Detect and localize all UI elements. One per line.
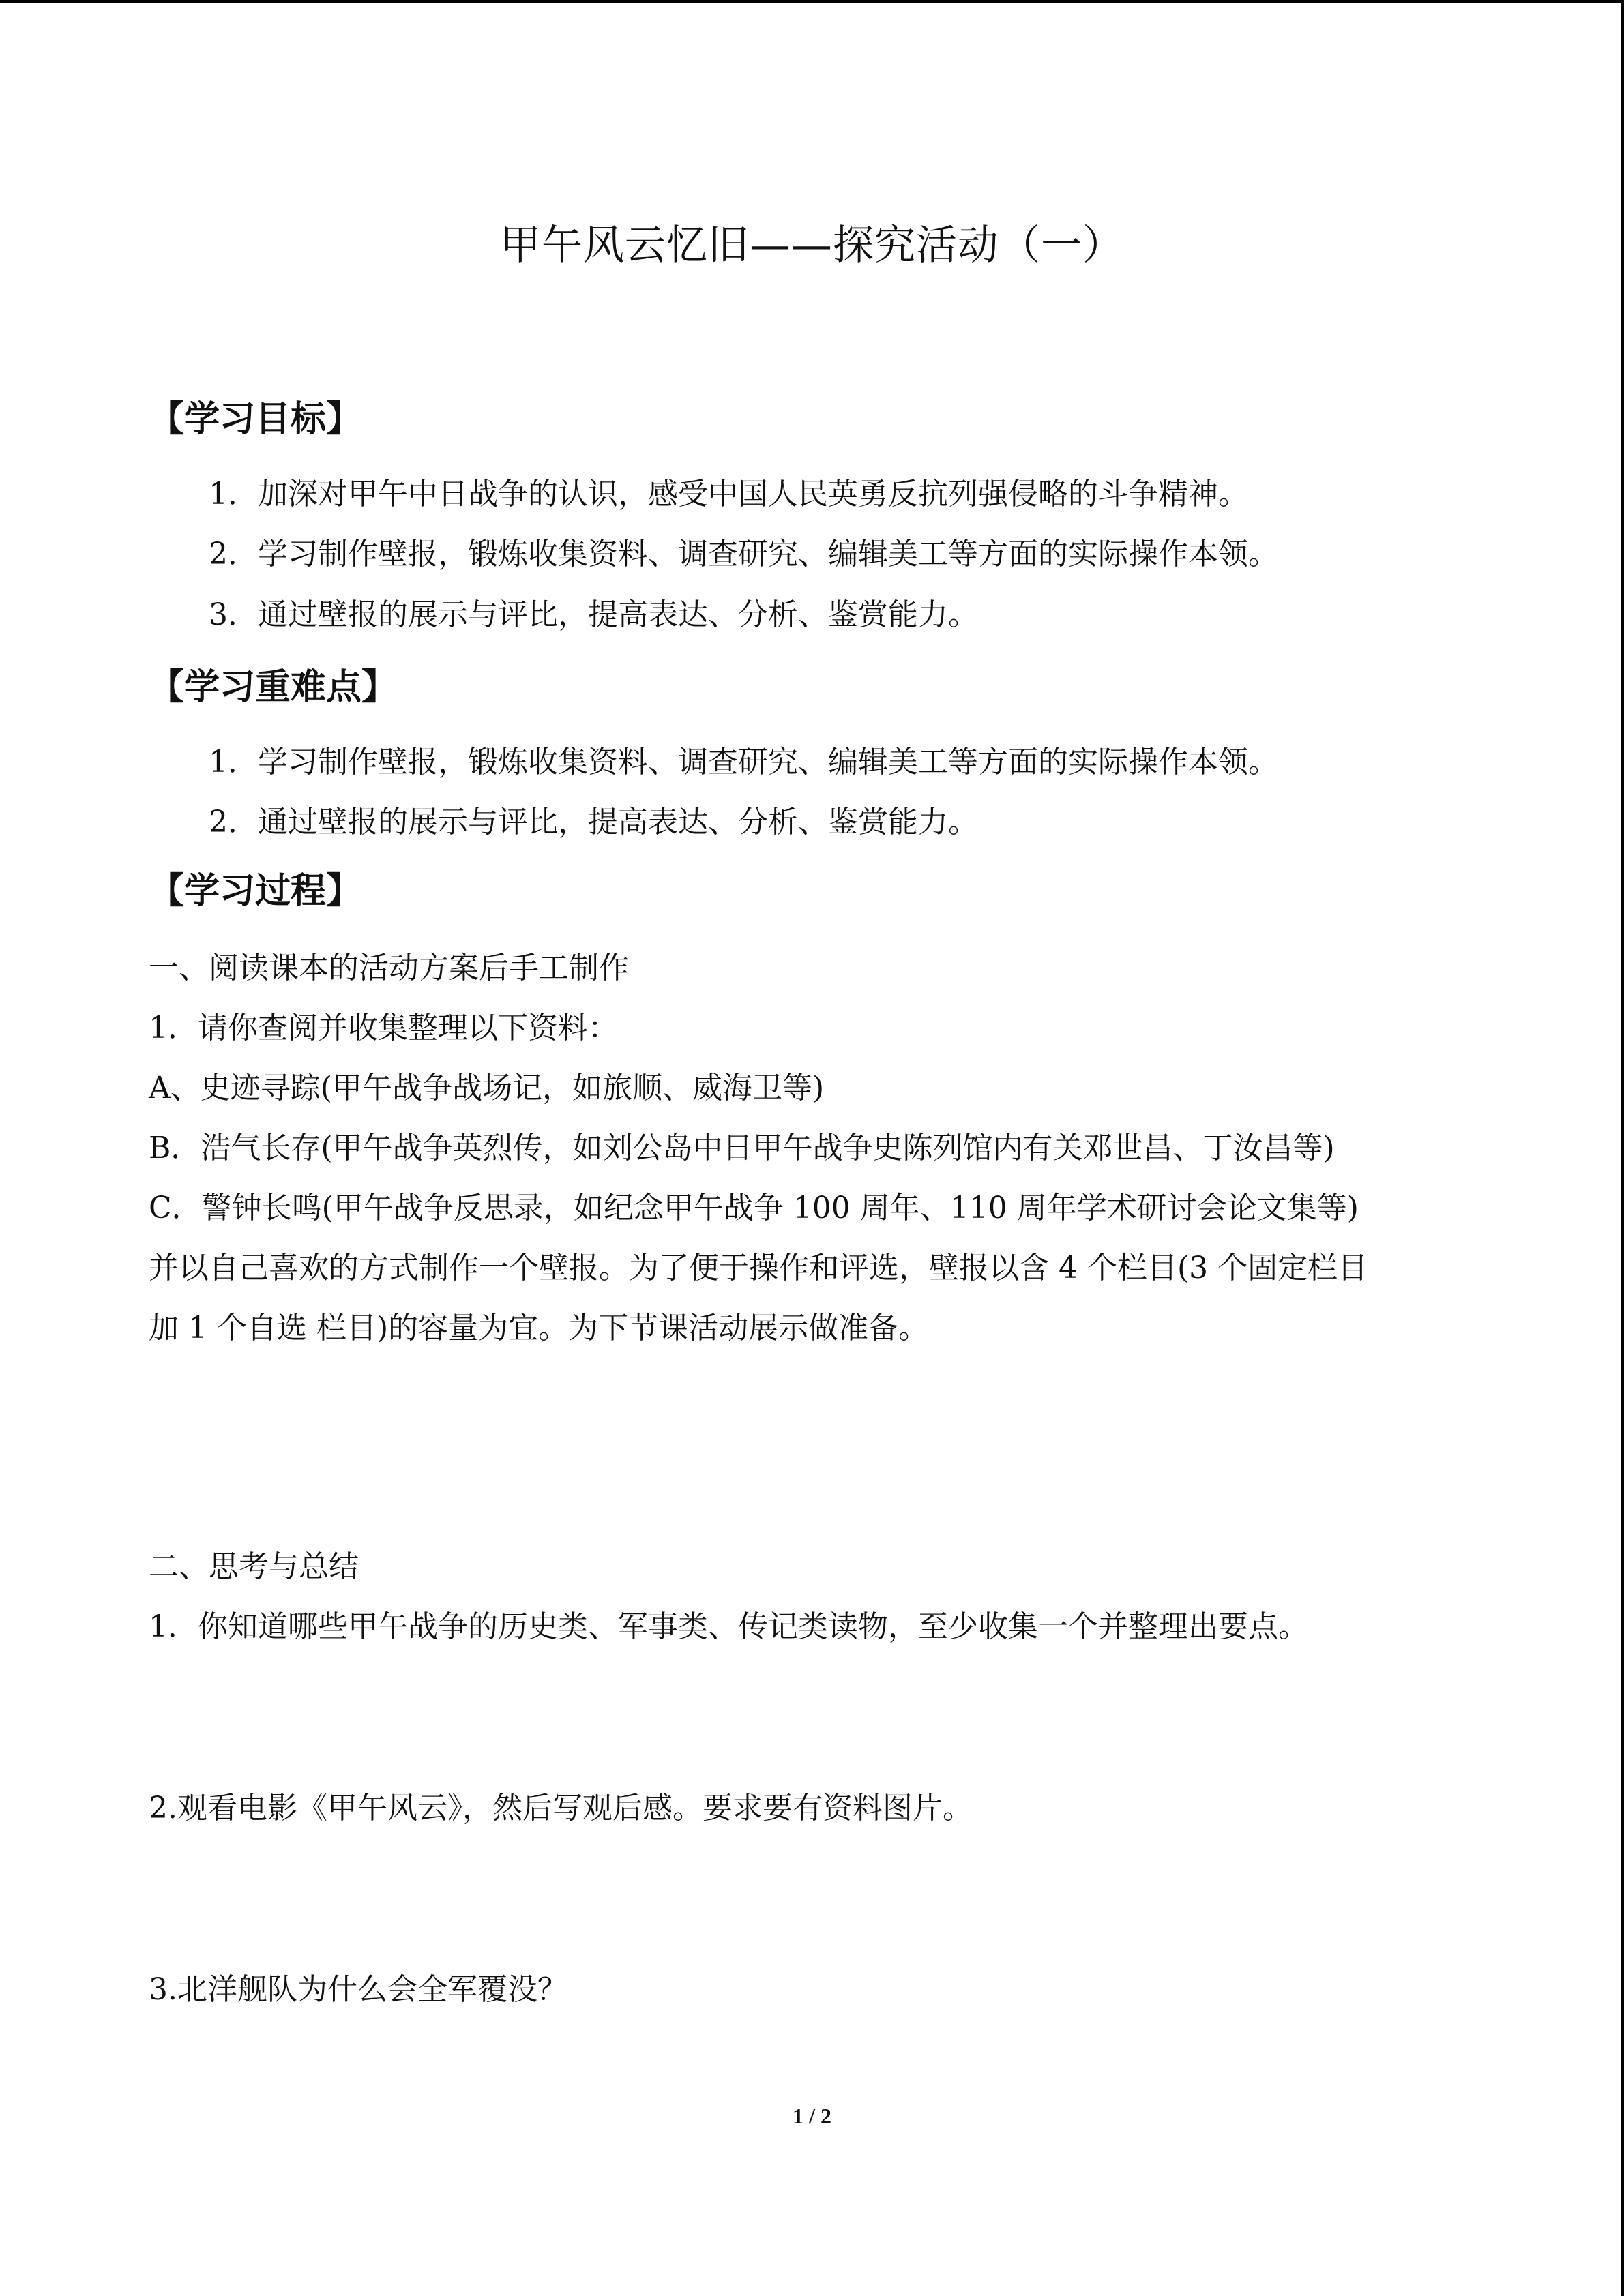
process-heading: 【学习过程】 (149, 871, 362, 912)
part1-line-b: B．浩气长存(甲午战争英烈传，如刘公岛中日甲午战争史陈列馆内有关邓世昌、丁汝昌等) (149, 1131, 1335, 1165)
goal-item-1: 1．加深对甲午中日战争的认识，感受中国人民英勇反抗列强侵略的斗争精神。 (209, 477, 1248, 511)
keypoints-heading: 【学习重难点】 (149, 667, 398, 708)
goals-heading: 【学习目标】 (149, 399, 362, 440)
question-3: 3.北洋舰队为什么会全军覆没？ (149, 1972, 567, 2007)
part1-line-instruction: 并以自己喜欢的方式制作一个壁报。为了便于操作和评选，壁报以含 4 个栏目(3 个固定栏目 (149, 1251, 1368, 1285)
page-number: 1 / 2 (793, 2104, 831, 2128)
right-border (1621, 0, 1624, 2296)
part1-title: 一、阅读课本的活动方案后手工制作 (149, 951, 629, 985)
question-2: 2.观看电影《甲午风云》，然后写观后感。要求要有资料图片。 (149, 1791, 973, 1825)
page-title: 甲午风云忆旧——探究活动（一） (500, 222, 1124, 269)
part1-line-a: A、史迹寻踪(甲午战争战场记，如旅顺、威海卫等) (149, 1071, 825, 1105)
part1-line-instruction-cont: 加 1 个自选 栏目)的容量为宜。为下节课活动展示做准备。 (149, 1311, 929, 1345)
part1-line-c: C．警钟长鸣(甲午战争反思录，如纪念甲午战争 100 周年、110 周年学术研讨会论文集等) (149, 1191, 1359, 1225)
goal-item-3: 3．通过壁报的展示与评比，提高表达、分析、鉴赏能力。 (209, 597, 978, 632)
goal-item-2: 2．学习制作壁报，锻炼收集资料、调查研究、编辑美工等方面的实际操作本领。 (209, 537, 1278, 571)
part2-title: 二、思考与总结 (149, 1549, 359, 1584)
keypoint-item-2: 2．通过壁报的展示与评比，提高表达、分析、鉴赏能力。 (209, 805, 978, 839)
top-border (0, 0, 1624, 3)
part1-line-1: 1．请你查阅并收集整理以下资料： (149, 1011, 618, 1045)
keypoint-item-1: 1．学习制作壁报，锻炼收集资料、调查研究、编辑美工等方面的实际操作本领。 (209, 745, 1278, 779)
question-1: 1．你知道哪些甲午战争的历史类、军事类、传记类读物，至少收集一个并整理出要点。 (149, 1609, 1308, 1644)
